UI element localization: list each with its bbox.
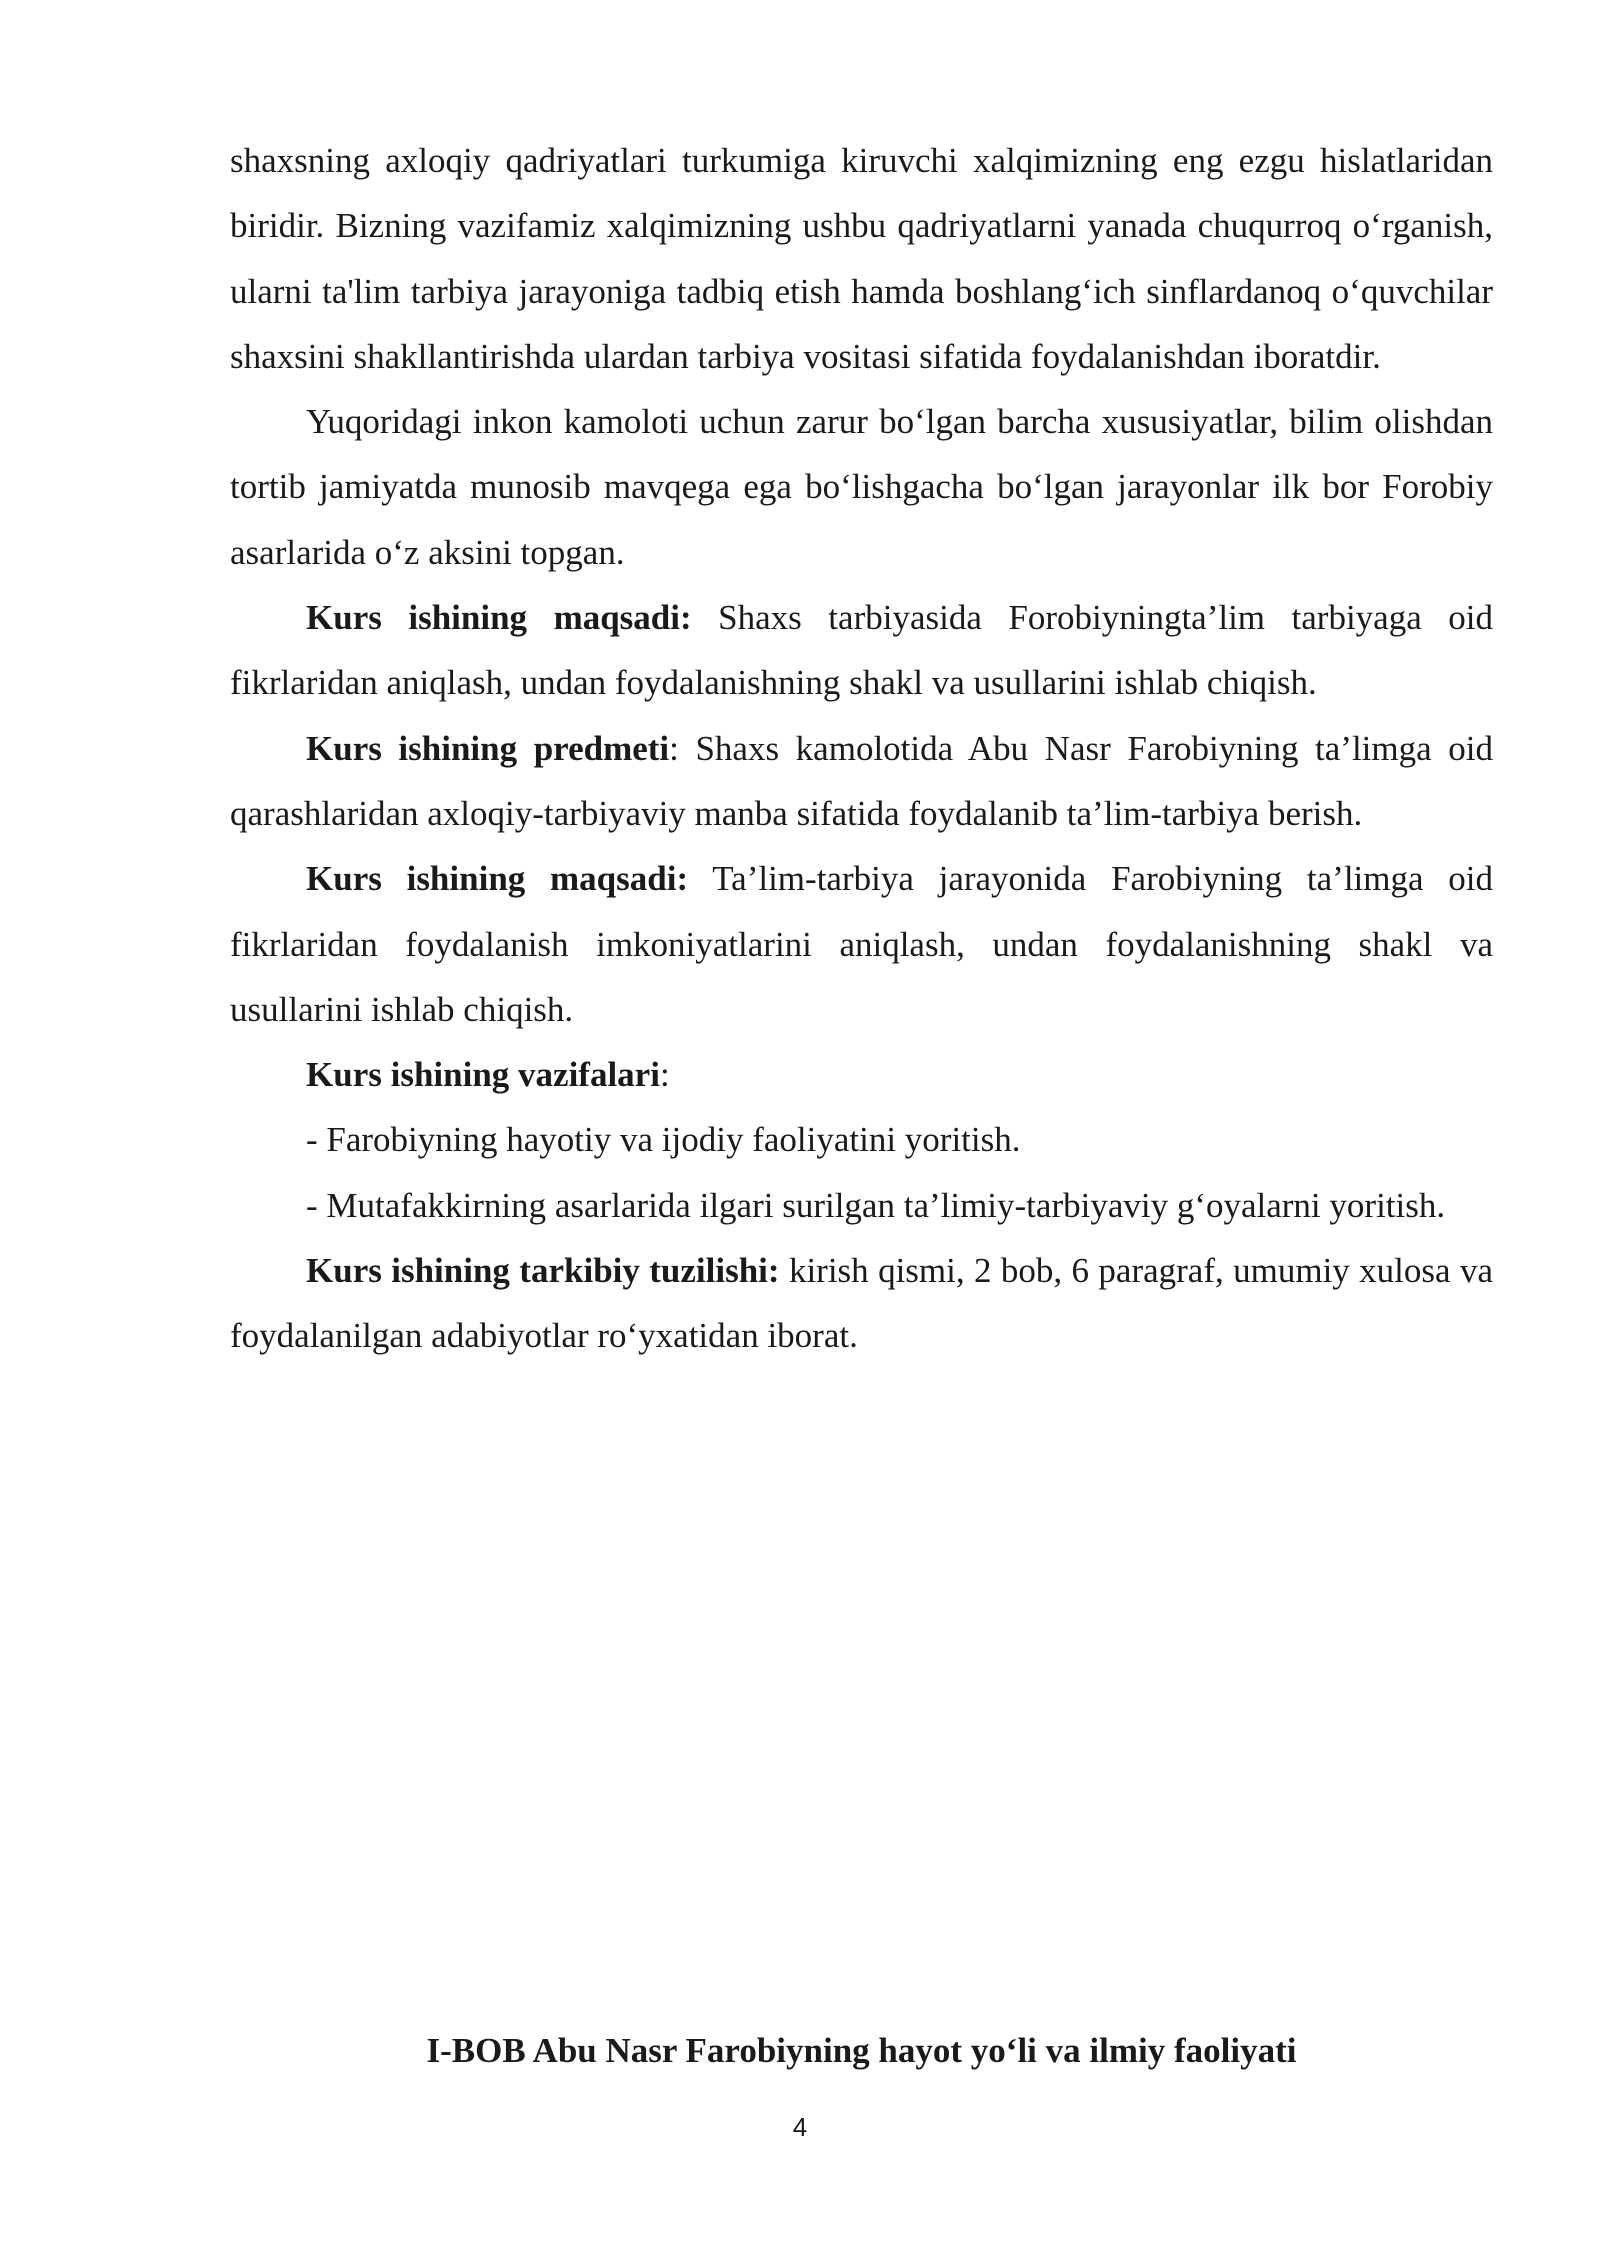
paragraph-course-purpose	[230, 846, 1493, 1042]
chapter-heading: I-BOB Abu Nasr Farobiyning hayot yo‘li va ilmiy faoliyati	[426, 2031, 1297, 2070]
course-tasks-colon: :	[659, 1055, 670, 1095]
course-structure-label: Kurs ishining tarkibiy tuzilishi:	[306, 1251, 780, 1291]
paragraph-farobiy-works: Yuqoridagi inkon kamoloti uchun zarur bo‘lgan barcha xususiyatlar, bilim olishdan tortib jamiyatda munosib mavqega ega bo‘lishgacha bo‘lgan jarayonlar ilk bor Forobiy asarlarida o‘z aksini topgan.	[230, 402, 1493, 572]
course-purpose-label: Kurs ishining maqsadi:	[306, 859, 689, 899]
paragraph-course-tasks	[230, 1042, 1493, 1107]
paragraph-intro-continuation: shaxsning axloqiy qadriyatlari turkumiga kiruvchi xalqimizning eng ezgu hislatlaridan biridir. Bizning vazifamiz xalqimizning ushbu qadriyatlarni yanada chuqurroq o‘rganish, ularni ta'lim tarbiya jarayoniga tadbiq etish hamda boshlang‘ich sinflardanoq o‘quvchilar shaxsini shakllantirishda ulardan tarbiya vositasi sifatida foydalanishdan iboratdir.	[230, 141, 1493, 376]
task-item-2: - Mutafakkirning asarlarida ilgari surilgan ta’limiy-tarbiyaviy g‘oyalarni yoritish.	[306, 1185, 1446, 1225]
task-item-1: - Farobiyning hayotiy va ijodiy faoliyatini yoritish.	[306, 1120, 1021, 1160]
paragraph-course-goal	[230, 585, 1493, 716]
paragraph-course-structure	[230, 1238, 1493, 1369]
course-goal-text: Shaxs tarbiyasida Forobiyningta’lim tarbiyaga oid fikrlaridan aniqlash, undan foydalanishning shakl va usullarini ishlab chiqish.	[230, 598, 1493, 703]
page-number: 4	[792, 2112, 808, 2142]
paragraph-course-subject	[230, 716, 1493, 847]
course-subject-label: Kurs ishining predmeti	[306, 728, 670, 768]
course-subject-text: : Shaxs kamolotida Abu Nasr Farobiyning ta’limga oid qarashlaridan axloqiy-tarbiyaviy manba sifatida foydalanib ta’lim-tarbiya berish.	[230, 728, 1493, 833]
course-goal-label: Kurs ishining maqsadi:	[306, 598, 692, 638]
course-structure-text: kirish qismi, 2 bob, 6 paragraf, umumiy xulosa va foydalanilgan adabiyotlar ro‘yxatidan iborat.	[230, 1251, 1493, 1356]
course-tasks-label: Kurs ishining vazifalari	[306, 1055, 660, 1095]
course-purpose-text: Ta’lim-tarbiya jarayonida Farobiyning ta’limga oid fikrlaridan foydalanish imkoniyatlarini aniqlash, undan foydalanishning shakl va usullarini ishlab chiqish.	[230, 859, 1494, 1029]
body-text	[230, 128, 1493, 1369]
